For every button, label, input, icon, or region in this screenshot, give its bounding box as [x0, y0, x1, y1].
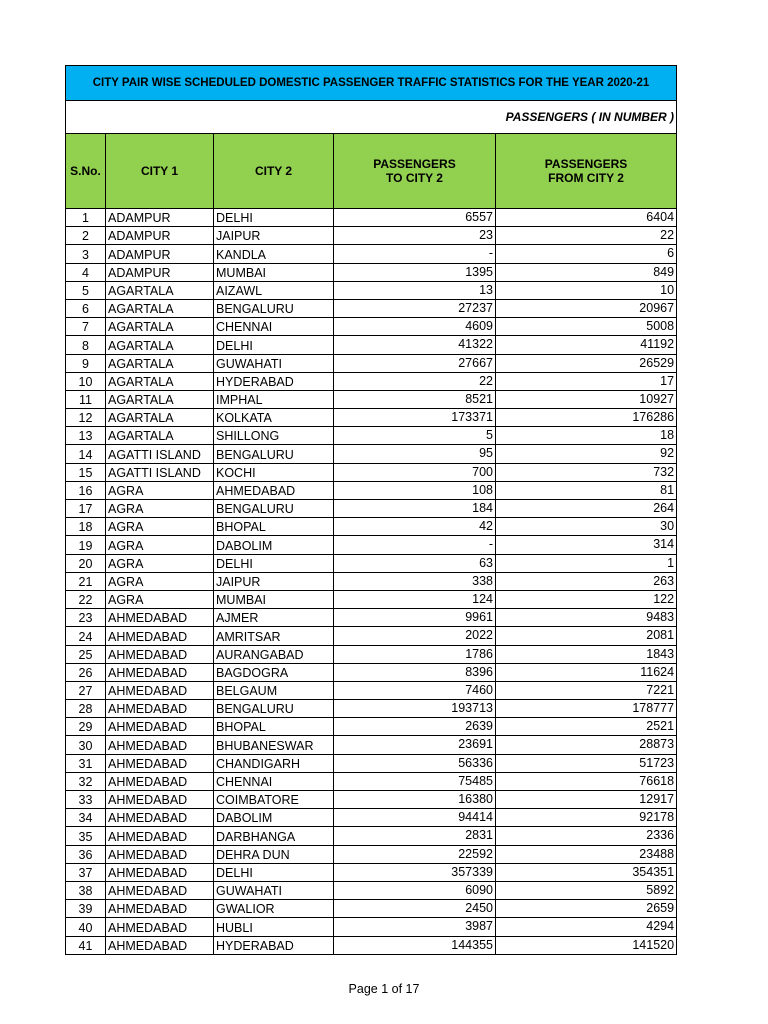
cell-city1: AGATTI ISLAND [106, 445, 214, 463]
cell-city2: DELHI [214, 554, 334, 572]
cell-sno: 37 [66, 863, 106, 881]
cell-sno: 20 [66, 554, 106, 572]
unit-row [66, 101, 677, 134]
cell-passengers-to: 700 [334, 463, 496, 481]
cell-sno: 28 [66, 700, 106, 718]
table-row [66, 554, 677, 572]
cell-passengers-to: 7460 [334, 681, 496, 699]
cell-passengers-from: 4294 [496, 918, 677, 936]
cell-passengers-to: 6090 [334, 881, 496, 899]
cell-passengers-to: 23 [334, 227, 496, 245]
cell-sno: 8 [66, 336, 106, 354]
cell-city2: HUBLI [214, 918, 334, 936]
cell-sno: 41 [66, 936, 106, 954]
cell-city1: AGRA [106, 481, 214, 499]
cell-passengers-from: 178777 [496, 700, 677, 718]
cell-passengers-from: 28873 [496, 736, 677, 754]
cell-passengers-to: 2450 [334, 900, 496, 918]
cell-city2: MUMBAI [214, 263, 334, 281]
cell-sno: 33 [66, 791, 106, 809]
cell-passengers-from: 18 [496, 427, 677, 445]
cell-passengers-to: 75485 [334, 772, 496, 790]
header-row [66, 134, 677, 209]
cell-sno: 35 [66, 827, 106, 845]
cell-city2: AJMER [214, 609, 334, 627]
table-row [66, 536, 677, 554]
cell-passengers-to: 124 [334, 590, 496, 608]
cell-sno: 30 [66, 736, 106, 754]
cell-city1: AGATTI ISLAND [106, 463, 214, 481]
cell-passengers-to: 6557 [334, 209, 496, 227]
cell-sno: 15 [66, 463, 106, 481]
cell-passengers-from: 1 [496, 554, 677, 572]
cell-passengers-from: 2336 [496, 827, 677, 845]
cell-city1: AGARTALA [106, 281, 214, 299]
cell-city2: JAIPUR [214, 572, 334, 590]
cell-city2: DELHI [214, 336, 334, 354]
cell-sno: 14 [66, 445, 106, 463]
table-row [66, 609, 677, 627]
col-header-from-city2 [496, 134, 677, 209]
cell-city2: DELHI [214, 863, 334, 881]
cell-city2: BHOPAL [214, 718, 334, 736]
cell-passengers-to: 95 [334, 445, 496, 463]
cell-city1: AHMEDABAD [106, 863, 214, 881]
cell-passengers-from: 26529 [496, 354, 677, 372]
cell-sno: 18 [66, 518, 106, 536]
table-row [66, 500, 677, 518]
cell-sno: 34 [66, 809, 106, 827]
col-header-city1: CITY 1 [106, 134, 214, 209]
cell-city2: DEHRA DUN [214, 845, 334, 863]
table-row [66, 645, 677, 663]
cell-city2: CHENNAI [214, 318, 334, 336]
cell-passengers-to: 3987 [334, 918, 496, 936]
cell-sno: 7 [66, 318, 106, 336]
cell-passengers-from: 5008 [496, 318, 677, 336]
cell-passengers-from: 30 [496, 518, 677, 536]
table-row [66, 681, 677, 699]
cell-sno: 36 [66, 845, 106, 863]
cell-city1: AGARTALA [106, 427, 214, 445]
cell-city1: AHMEDABAD [106, 772, 214, 790]
cell-passengers-from: 263 [496, 572, 677, 590]
table-row [66, 863, 677, 881]
cell-passengers-from: 264 [496, 500, 677, 518]
cell-sno: 24 [66, 627, 106, 645]
cell-sno: 1 [66, 209, 106, 227]
cell-city1: AHMEDABAD [106, 736, 214, 754]
cell-passengers-to: 8521 [334, 390, 496, 408]
cell-city2: GUWAHATI [214, 354, 334, 372]
cell-passengers-to: 22592 [334, 845, 496, 863]
cell-passengers-from: 354351 [496, 863, 677, 881]
cell-sno: 40 [66, 918, 106, 936]
cell-passengers-from: 10 [496, 281, 677, 299]
cell-city1: ADAMPUR [106, 227, 214, 245]
cell-passengers-to: 27237 [334, 299, 496, 317]
col-header-sno: S.No. [66, 134, 106, 209]
cell-passengers-from: 849 [496, 263, 677, 281]
cell-passengers-from: 2521 [496, 718, 677, 736]
cell-city2: COIMBATORE [214, 791, 334, 809]
cell-sno: 2 [66, 227, 106, 245]
table-row [66, 881, 677, 899]
cell-city1: AGRA [106, 554, 214, 572]
cell-city1: AHMEDABAD [106, 900, 214, 918]
cell-city1: ADAMPUR [106, 245, 214, 263]
cell-passengers-to: 16380 [334, 791, 496, 809]
cell-city1: AHMEDABAD [106, 791, 214, 809]
cell-sno: 11 [66, 390, 106, 408]
cell-sno: 17 [66, 500, 106, 518]
cell-passengers-to: 2831 [334, 827, 496, 845]
cell-city1: AGRA [106, 572, 214, 590]
cell-city1: AGARTALA [106, 336, 214, 354]
cell-passengers-from: 122 [496, 590, 677, 608]
cell-city2: BAGDOGRA [214, 663, 334, 681]
cell-passengers-to: 23691 [334, 736, 496, 754]
cell-city2: BHOPAL [214, 518, 334, 536]
cell-city2: KANDLA [214, 245, 334, 263]
col-header-city2: CITY 2 [214, 134, 334, 209]
cell-city2: JAIPUR [214, 227, 334, 245]
cell-city1: AGRA [106, 590, 214, 608]
cell-city1: AHMEDABAD [106, 881, 214, 899]
table-row [66, 718, 677, 736]
cell-city1: AGARTALA [106, 390, 214, 408]
table-row [66, 791, 677, 809]
table-row [66, 245, 677, 263]
cell-passengers-from: 51723 [496, 754, 677, 772]
cell-city2: AIZAWL [214, 281, 334, 299]
cell-city1: AGARTALA [106, 318, 214, 336]
cell-city1: AHMEDABAD [106, 718, 214, 736]
cell-city2: KOLKATA [214, 409, 334, 427]
table-row [66, 809, 677, 827]
table-row [66, 227, 677, 245]
table-row [66, 390, 677, 408]
cell-city2: BELGAUM [214, 681, 334, 699]
table-row [66, 209, 677, 227]
table-row [66, 481, 677, 499]
cell-passengers-to: 144355 [334, 936, 496, 954]
cell-city1: AHMEDABAD [106, 809, 214, 827]
cell-sno: 10 [66, 372, 106, 390]
cell-passengers-from: 176286 [496, 409, 677, 427]
cell-city2: IMPHAL [214, 390, 334, 408]
cell-passengers-to: 108 [334, 481, 496, 499]
cell-city1: AGARTALA [106, 299, 214, 317]
table-row [66, 700, 677, 718]
table-row [66, 754, 677, 772]
cell-city1: AHMEDABAD [106, 609, 214, 627]
cell-city2: BENGALURU [214, 500, 334, 518]
table-row [66, 463, 677, 481]
col-header-to-line2: TO CITY 2 [386, 171, 443, 185]
cell-passengers-to: 184 [334, 500, 496, 518]
cell-city2: BENGALURU [214, 445, 334, 463]
cell-sno: 39 [66, 900, 106, 918]
cell-passengers-to: 357339 [334, 863, 496, 881]
cell-city1: AHMEDABAD [106, 645, 214, 663]
cell-passengers-from: 22 [496, 227, 677, 245]
cell-city2: AHMEDABAD [214, 481, 334, 499]
cell-sno: 5 [66, 281, 106, 299]
cell-passengers-to: 27667 [334, 354, 496, 372]
cell-sno: 25 [66, 645, 106, 663]
cell-city1: AHMEDABAD [106, 827, 214, 845]
cell-passengers-from: 314 [496, 536, 677, 554]
cell-passengers-to: 42 [334, 518, 496, 536]
cell-passengers-to: 94414 [334, 809, 496, 827]
cell-passengers-to: 56336 [334, 754, 496, 772]
cell-city1: AHMEDABAD [106, 700, 214, 718]
cell-passengers-from: 20967 [496, 299, 677, 317]
cell-sno: 13 [66, 427, 106, 445]
table-row [66, 736, 677, 754]
cell-sno: 23 [66, 609, 106, 627]
cell-city1: AGRA [106, 500, 214, 518]
col-header-from-line1: PASSENGERS [544, 157, 628, 171]
table-row [66, 772, 677, 790]
cell-passengers-to: 41322 [334, 336, 496, 354]
table-row [66, 281, 677, 299]
cell-city1: AGARTALA [106, 372, 214, 390]
cell-sno: 4 [66, 263, 106, 281]
cell-city2: KOCHI [214, 463, 334, 481]
table-body [66, 209, 677, 955]
cell-city1: AGARTALA [106, 409, 214, 427]
cell-passengers-to: 13 [334, 281, 496, 299]
cell-passengers-to: 1786 [334, 645, 496, 663]
cell-passengers-from: 12917 [496, 791, 677, 809]
cell-passengers-from: 17 [496, 372, 677, 390]
traffic-table [65, 65, 677, 955]
cell-city2: BENGALURU [214, 700, 334, 718]
cell-sno: 19 [66, 536, 106, 554]
cell-city2: BENGALURU [214, 299, 334, 317]
cell-passengers-to: 22 [334, 372, 496, 390]
cell-passengers-from: 23488 [496, 845, 677, 863]
cell-sno: 9 [66, 354, 106, 372]
cell-city2: DELHI [214, 209, 334, 227]
cell-passengers-to: 5 [334, 427, 496, 445]
cell-passengers-to: 2639 [334, 718, 496, 736]
table-row [66, 263, 677, 281]
cell-passengers-from: 81 [496, 481, 677, 499]
table-row [66, 936, 677, 954]
cell-sno: 21 [66, 572, 106, 590]
cell-passengers-to: 4609 [334, 318, 496, 336]
cell-city1: AHMEDABAD [106, 663, 214, 681]
cell-city2: AURANGABAD [214, 645, 334, 663]
col-header-to-line1: PASSENGERS [373, 157, 456, 171]
cell-passengers-from: 92 [496, 445, 677, 463]
table-row [66, 427, 677, 445]
cell-city2: SHILLONG [214, 427, 334, 445]
cell-sno: 26 [66, 663, 106, 681]
cell-passengers-from: 6 [496, 245, 677, 263]
cell-city2: HYDERABAD [214, 372, 334, 390]
table-row [66, 572, 677, 590]
cell-city1: ADAMPUR [106, 209, 214, 227]
table-row [66, 900, 677, 918]
table-row [66, 845, 677, 863]
cell-city1: AHMEDABAD [106, 936, 214, 954]
cell-sno: 6 [66, 299, 106, 317]
cell-passengers-from: 6404 [496, 209, 677, 227]
cell-sno: 3 [66, 245, 106, 263]
cell-passengers-from: 2659 [496, 900, 677, 918]
cell-passengers-from: 11624 [496, 663, 677, 681]
cell-passengers-to: 193713 [334, 700, 496, 718]
cell-passengers-to: 8396 [334, 663, 496, 681]
cell-city2: DABOLIM [214, 809, 334, 827]
cell-city1: ADAMPUR [106, 263, 214, 281]
table-row [66, 372, 677, 390]
cell-city1: AHMEDABAD [106, 754, 214, 772]
unit-note: PASSENGERS ( IN NUMBER ) [66, 101, 677, 134]
col-header-to-city2 [334, 134, 496, 209]
cell-sno: 12 [66, 409, 106, 427]
cell-city1: AHMEDABAD [106, 918, 214, 936]
cell-city1: AGARTALA [106, 354, 214, 372]
table-row [66, 318, 677, 336]
cell-city1: AGRA [106, 536, 214, 554]
table-row [66, 918, 677, 936]
cell-passengers-from: 76618 [496, 772, 677, 790]
cell-passengers-to: 63 [334, 554, 496, 572]
table-row [66, 590, 677, 608]
cell-city1: AHMEDABAD [106, 627, 214, 645]
cell-city2: CHANDIGARH [214, 754, 334, 772]
title-row [66, 66, 677, 101]
cell-passengers-from: 9483 [496, 609, 677, 627]
col-header-from-line2: FROM CITY 2 [548, 171, 624, 185]
table-title: CITY PAIR WISE SCHEDULED DOMESTIC PASSENGER TRAFFIC STATISTICS FOR THE YEAR 2020-21 [66, 66, 677, 101]
cell-city1: AGRA [106, 518, 214, 536]
table-row [66, 299, 677, 317]
cell-city2: AMRITSAR [214, 627, 334, 645]
cell-passengers-from: 10927 [496, 390, 677, 408]
table-row [66, 409, 677, 427]
cell-passengers-from: 2081 [496, 627, 677, 645]
cell-passengers-from: 7221 [496, 681, 677, 699]
cell-passengers-to: 1395 [334, 263, 496, 281]
table-row [66, 336, 677, 354]
cell-sno: 32 [66, 772, 106, 790]
cell-city1: AHMEDABAD [106, 845, 214, 863]
cell-passengers-from: 92178 [496, 809, 677, 827]
cell-sno: 29 [66, 718, 106, 736]
cell-sno: 31 [66, 754, 106, 772]
page-footer: Page 1 of 17 [348, 982, 420, 996]
cell-passengers-from: 41192 [496, 336, 677, 354]
cell-passengers-from: 732 [496, 463, 677, 481]
cell-city2: DARBHANGA [214, 827, 334, 845]
table-row [66, 627, 677, 645]
cell-city2: GUWAHATI [214, 881, 334, 899]
cell-passengers-to: 173371 [334, 409, 496, 427]
table-row [66, 827, 677, 845]
cell-city2: HYDERABAD [214, 936, 334, 954]
cell-city2: BHUBANESWAR [214, 736, 334, 754]
cell-city2: GWALIOR [214, 900, 334, 918]
cell-city1: AHMEDABAD [106, 681, 214, 699]
cell-sno: 38 [66, 881, 106, 899]
cell-city2: DABOLIM [214, 536, 334, 554]
cell-sno: 16 [66, 481, 106, 499]
table-row [66, 354, 677, 372]
cell-passengers-to: - [334, 536, 496, 554]
cell-passengers-to: 2022 [334, 627, 496, 645]
cell-passengers-to: 338 [334, 572, 496, 590]
cell-passengers-to: - [334, 245, 496, 263]
table-row [66, 445, 677, 463]
table-row [66, 663, 677, 681]
cell-passengers-from: 1843 [496, 645, 677, 663]
table-row [66, 518, 677, 536]
cell-passengers-from: 5892 [496, 881, 677, 899]
cell-sno: 22 [66, 590, 106, 608]
cell-passengers-to: 9961 [334, 609, 496, 627]
cell-city2: MUMBAI [214, 590, 334, 608]
cell-passengers-from: 141520 [496, 936, 677, 954]
cell-city2: CHENNAI [214, 772, 334, 790]
cell-sno: 27 [66, 681, 106, 699]
